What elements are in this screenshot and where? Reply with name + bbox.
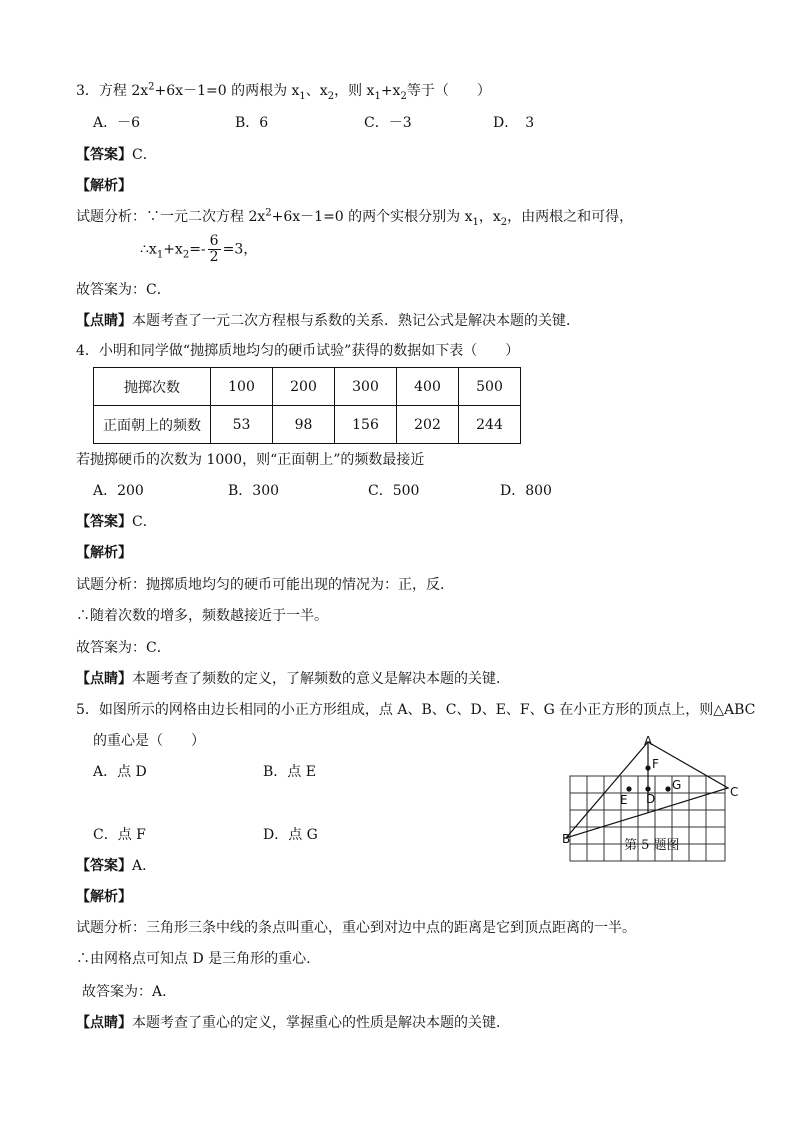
q5-options-row-2: [93, 826, 393, 844]
point-label-a: A: [644, 734, 653, 748]
q4-question: 若抛掷硬币的次数为 1000，则“正面朝上”的频数最接近: [76, 452, 425, 468]
table-cell: 500: [459, 368, 521, 406]
point-label-b: B: [562, 832, 571, 846]
point-label-f: F: [652, 757, 659, 771]
q4-options: [93, 482, 563, 500]
table-cell: 400: [397, 368, 459, 406]
q4-option-b: B．300: [228, 483, 280, 499]
table-cell: 53: [211, 406, 273, 444]
table-cell: 156: [335, 406, 397, 444]
point-label-d: D: [646, 792, 656, 806]
q4-stem: 4．小明和同学做“抛掷质地均匀的硬币试验”获得的数据如下表（ ）: [76, 343, 520, 359]
q3-conclusion: 故答案为：C．: [76, 282, 171, 298]
q3-comment: 【点睛】本题考查了一元二次方程根与系数的关系．熟记公式是解决本题的关键．: [76, 313, 580, 329]
table-cell: 202: [397, 406, 459, 444]
q3-analysis: 试题分析：∵一元二次方程 $2x^2+6x-1=0$ 的两个实根分别为 $x_1$，$x_2$，由两根之和可得，: [76, 207, 634, 228]
q5-stem-2: 的重心是（ ）: [93, 733, 205, 749]
q5-option-d: D．点 G: [263, 827, 318, 843]
q4-conclusion: 故答案为：C．: [76, 640, 171, 656]
grid-triangle-figure: [556, 730, 746, 865]
q3-option-b: B．6: [235, 115, 269, 131]
table-cell: 抛掷次数: [94, 368, 211, 406]
q3-fraction: $\frac{6}{2}$: [209, 233, 219, 265]
q4-analysis-label: 【解析】: [76, 545, 132, 561]
table-cell: 100: [211, 368, 273, 406]
q4-analysis-2: ∴随着次数的增多，频数越接近于一半。: [76, 608, 328, 624]
frequency-table: [93, 367, 521, 444]
figure-caption: 第 5 题图: [624, 838, 680, 853]
table-row: [94, 368, 521, 406]
q5-analysis-1: 试题分析：三角形三条中线的条点叫重心，重心到对边中点的距离是它到顶点距离的一半。: [76, 920, 636, 936]
q5-comment: 【点睛】本题考查了重心的定义，掌握重心的性质是解决本题的关键．: [76, 1015, 510, 1031]
q3-analysis-label: 【解析】: [76, 178, 132, 194]
q4-analysis-1: 试题分析：抛掷质地均匀的硬币可能出现的情况为：正，反．: [76, 577, 454, 593]
table-row: [94, 406, 521, 444]
q4-answer: 【答案】C．: [76, 514, 157, 530]
table-cell: 正面朝上的频数: [94, 406, 211, 444]
point-label-c: C: [730, 785, 739, 799]
point-label-e: E: [620, 793, 628, 807]
q3-option-c: C．－3: [364, 115, 412, 131]
q3-option-d: D． 3: [493, 115, 535, 131]
q4-option-c: C．500: [368, 483, 420, 499]
table-cell: 300: [335, 368, 397, 406]
q3-stem: 3．方程 $2x^2+6x-1=0$ 的两根为 $x_1$、$x_2$，则 $x_1+x_2$等于（ ）: [76, 81, 491, 102]
q5-stem-1: 5．如图所示的网格由边长相同的小正方形组成，点 A、B、C、D、E、F、G 在小正方形的顶点上，则△ABC: [76, 702, 756, 718]
q4-option-a: A．200: [93, 483, 144, 499]
q3-options: [93, 114, 573, 132]
q4-option-d: D．800: [500, 483, 552, 499]
q5-option-c: C．点 F: [93, 827, 146, 843]
q5-option-a: A．点 D: [93, 764, 147, 780]
point-label-g: G: [672, 778, 682, 792]
q5-options-row-1: [93, 763, 393, 781]
q5-analysis-2: ∴由网格点可知点 D 是三角形的重心.: [76, 951, 311, 967]
table-cell: 244: [459, 406, 521, 444]
q3-option-a: A．－6: [93, 115, 141, 131]
table-cell: 98: [273, 406, 335, 444]
q5-option-b: B．点 E: [263, 764, 316, 780]
table-cell: 200: [273, 368, 335, 406]
q5-answer: 【答案】A．: [76, 858, 157, 874]
q3-answer: 【答案】C．: [76, 147, 157, 163]
q5-analysis-label: 【解析】: [76, 889, 132, 905]
q3-formula: $\therefore x_1+x_2=-$ $\frac{6}{2}$ =3，: [140, 233, 258, 265]
q5-conclusion: 故答案为：A．: [82, 984, 177, 1000]
q4-comment: 【点睛】本题考查了频数的定义，了解频数的意义是解决本题的关键．: [76, 671, 510, 687]
